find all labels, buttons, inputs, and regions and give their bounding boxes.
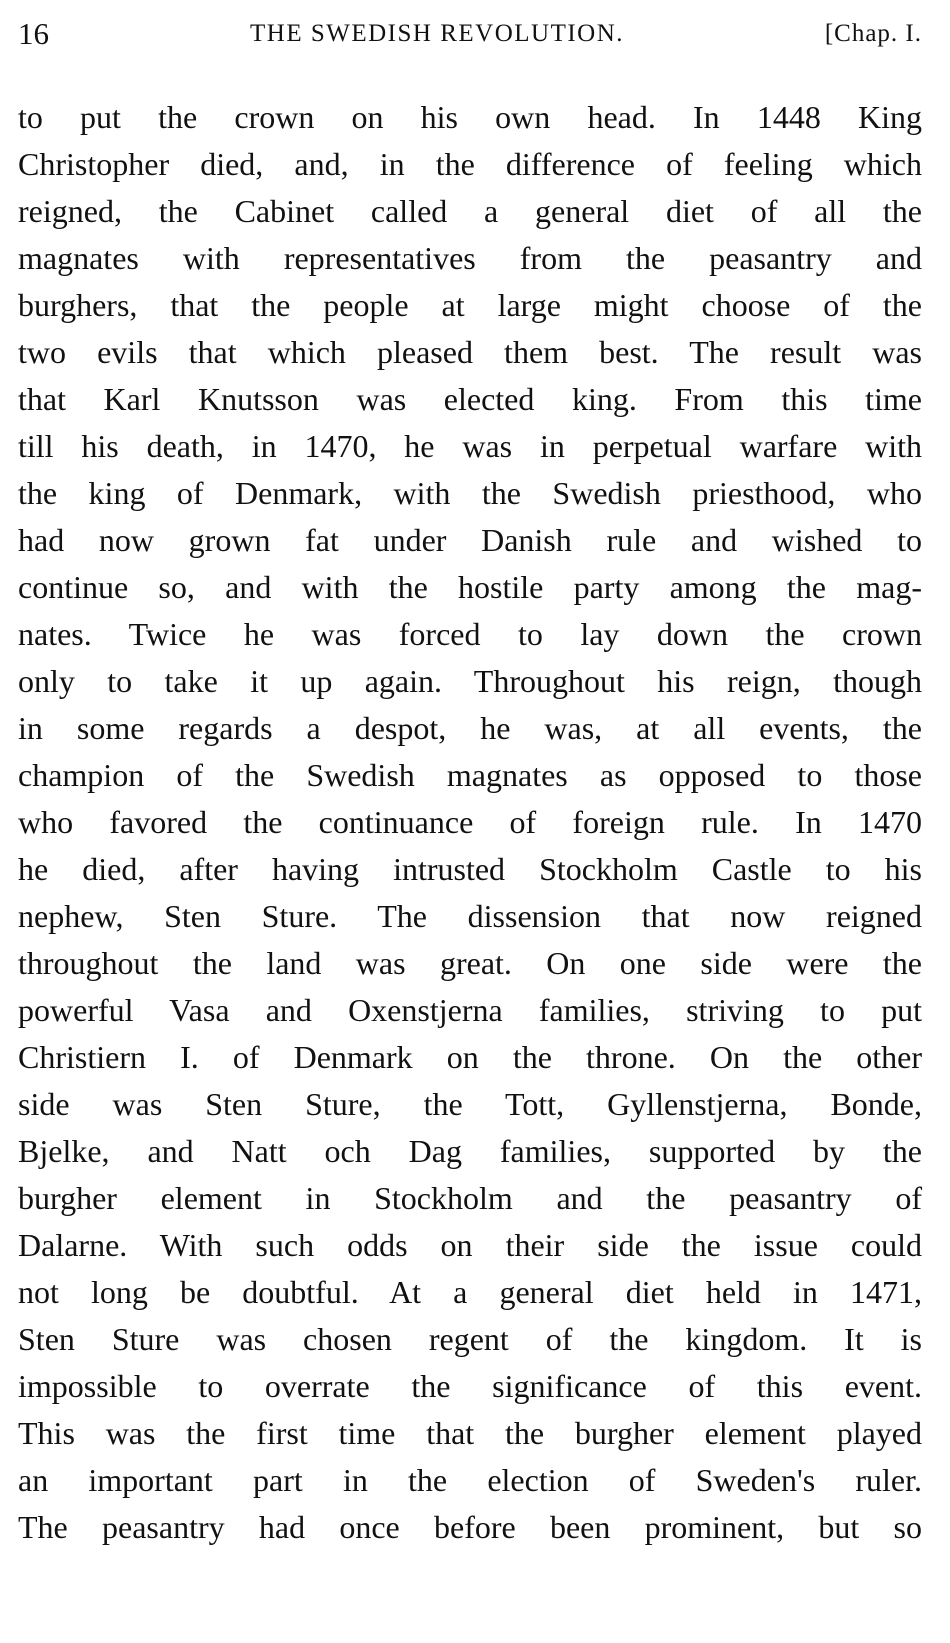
- text-line: impossible to overrate the significance of this event.: [18, 1368, 922, 1404]
- text-line: the king of Denmark, with the Swedish priesthood, who: [18, 475, 922, 511]
- text-line: in some regards a despot, he was, at all events, the: [18, 710, 922, 746]
- chapter-reference: [Chap. I.: [824, 20, 922, 47]
- text-line: that Karl Knutsson was elected king. From this time: [18, 381, 922, 417]
- text-line: powerful Vasa and Oxenstjerna families, striving to put: [18, 992, 922, 1028]
- text-line: burgher element in Stockholm and the peasantry of: [18, 1180, 922, 1216]
- text-line: to put the crown on his own head. In 1448 King: [18, 99, 922, 135]
- text-line: Christiern I. of Denmark on the throne. On the other: [18, 1039, 922, 1075]
- text-line: The peasantry had once before been prominent, but so: [18, 1509, 922, 1545]
- text-line: who favored the continuance of foreign rule. In 1470: [18, 804, 922, 840]
- text-line: an important part in the election of Sweden's ruler.: [18, 1462, 922, 1498]
- text-line: continue so, and with the hostile party among the mag-: [18, 569, 922, 605]
- text-line: side was Sten Sture, the Tott, Gyllenstjerna, Bonde,: [18, 1086, 922, 1122]
- text-line: not long be doubtful. At a general diet held in 1471,: [18, 1274, 922, 1310]
- text-line: Christopher died, and, in the difference of feeling which: [18, 146, 922, 182]
- body-text: [18, 94, 922, 1551]
- text-line: only to take it up again. Throughout his reign, though: [18, 663, 922, 699]
- text-line: Dalarne. With such odds on their side the issue could: [18, 1227, 922, 1263]
- text-line: champion of the Swedish magnates as opposed to those: [18, 757, 922, 793]
- text-line: Bjelke, and Natt och Dag families, supported by the: [18, 1133, 922, 1169]
- text-line: nephew, Sten Sture. The dissension that now reigned: [18, 898, 922, 934]
- text-line: he died, after having intrusted Stockholm Castle to his: [18, 851, 922, 887]
- text-line: had now grown fat under Danish rule and wished to: [18, 522, 922, 558]
- text-line: This was the first time that the burgher element played: [18, 1415, 922, 1451]
- text-line: Sten Sture was chosen regent of the kingdom. It is: [18, 1321, 922, 1357]
- text-line: throughout the land was great. On one side were the: [18, 945, 922, 981]
- text-line: magnates with representatives from the peasantry and: [18, 240, 922, 276]
- text-line: two evils that which pleased them best. The result was: [18, 334, 922, 370]
- text-line: reigned, the Cabinet called a general diet of all the: [18, 193, 922, 229]
- page-number: 16: [18, 16, 49, 51]
- text-line: till his death, in 1470, he was in perpetual warfare with: [18, 428, 922, 464]
- running-head: [18, 14, 922, 54]
- running-title: THE SWEDISH REVOLUTION.: [250, 20, 625, 47]
- text-line: burghers, that the people at large might choose of the: [18, 287, 922, 323]
- text-line: nates. Twice he was forced to lay down the crown: [18, 616, 922, 652]
